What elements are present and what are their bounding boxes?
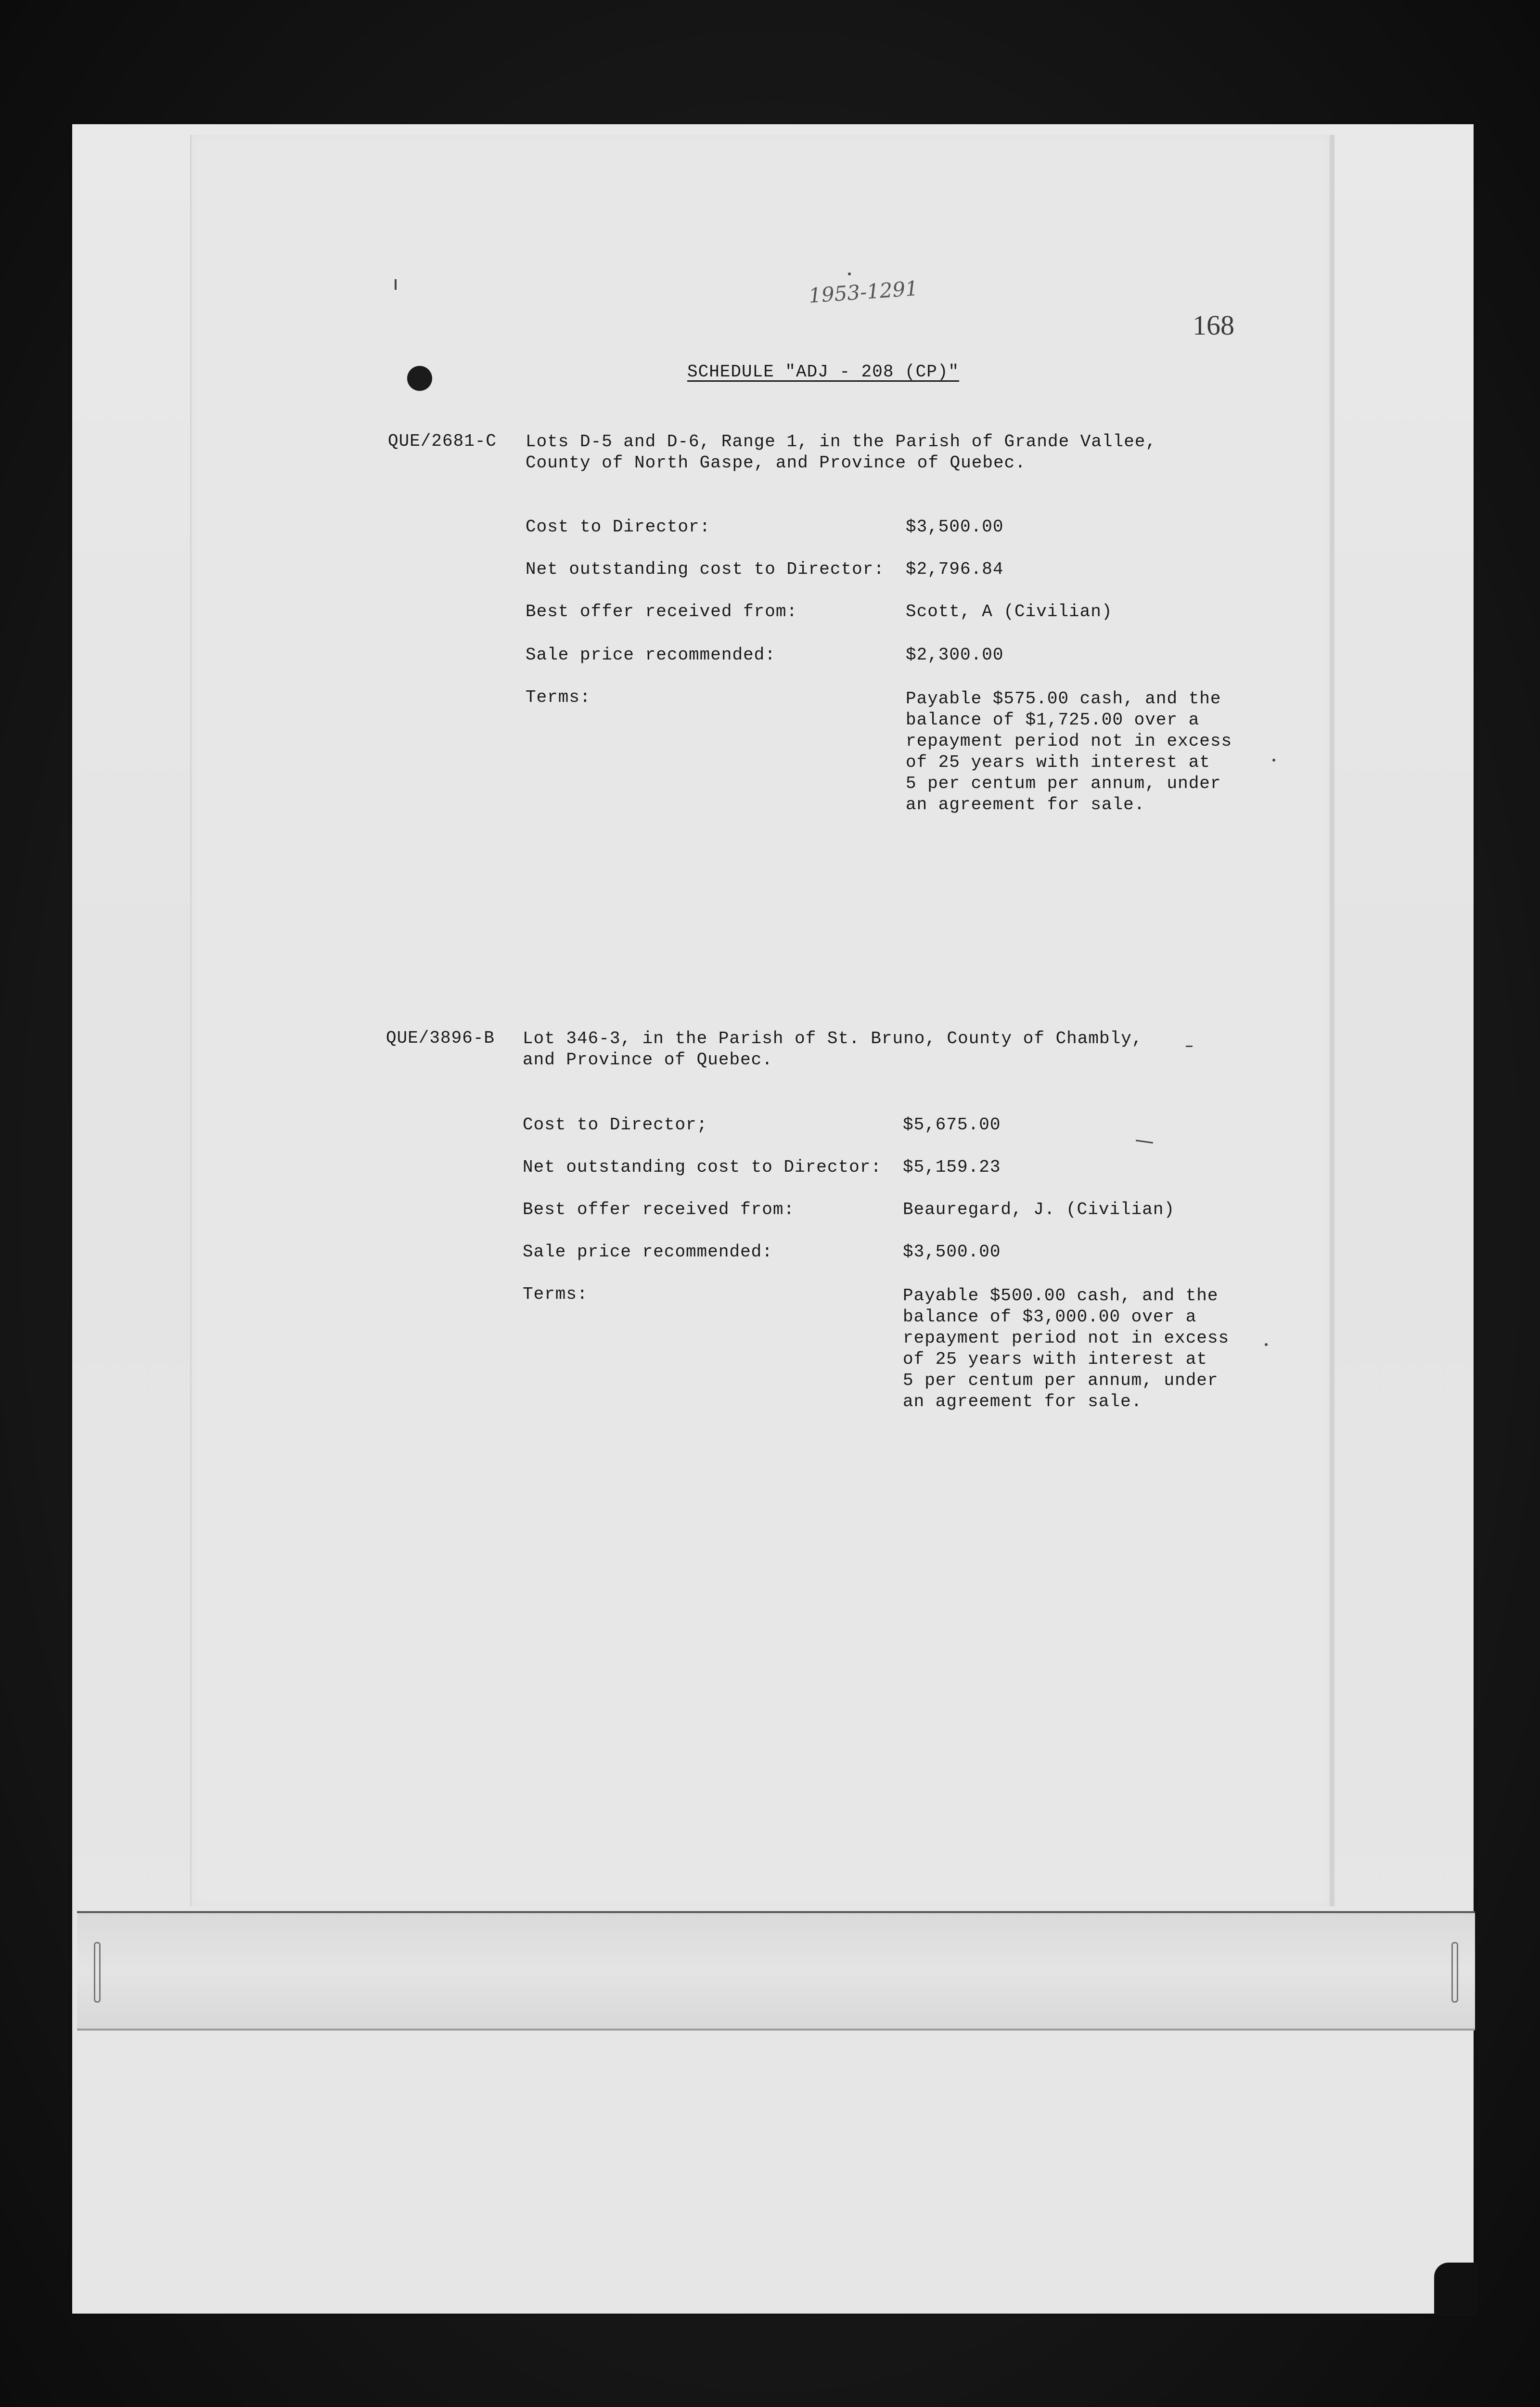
field-label-terms: Terms: xyxy=(523,1284,588,1304)
speck-mark xyxy=(1186,1046,1193,1047)
field-value-net-cost: $2,796.84 xyxy=(906,559,1004,579)
fold-mark xyxy=(1451,1942,1458,2003)
field-value-sale-price: $2,300.00 xyxy=(906,645,1004,665)
fold-mark xyxy=(94,1942,101,2003)
page-number: 168 xyxy=(1193,310,1234,341)
field-value-cost: $3,500.00 xyxy=(906,517,1004,537)
speck-mark xyxy=(395,279,397,290)
field-value-net-cost: $5,159.23 xyxy=(903,1157,1001,1177)
folded-paper-strip xyxy=(77,1911,1475,2031)
field-value-cost: $5,675.00 xyxy=(903,1115,1001,1135)
field-label-sale-price: Sale price recommended: xyxy=(523,1242,773,1262)
field-value-best-offer: Scott, A (Civilian) xyxy=(906,602,1113,621)
speck-mark xyxy=(1272,759,1275,762)
schedule-title: SCHEDULE "ADJ - 208 (CP)" xyxy=(687,362,960,382)
field-label-best-offer: Best offer received from: xyxy=(523,1200,795,1219)
field-value-sale-price: $3,500.00 xyxy=(903,1242,1001,1262)
punch-hole xyxy=(407,366,432,391)
field-label-cost: Cost to Director: xyxy=(526,517,711,537)
entry-ref: QUE/2681-C xyxy=(388,431,497,451)
field-label-sale-price: Sale price recommended: xyxy=(526,645,776,665)
terms-text: Payable $575.00 cash, and the balance of $1,725.00 over a repayment period not in excess of 25 years with interest at 5 per centum per annum, under an agreement for sale. xyxy=(906,689,1232,815)
inner-document-page xyxy=(190,135,1335,1906)
field-label-terms: Terms: xyxy=(526,687,591,707)
field-label-cost: Cost to Director; xyxy=(523,1115,708,1135)
handwritten-file-number: 1953-1291 xyxy=(808,276,919,308)
field-value-best-offer: Beauregard, J. (Civilian) xyxy=(903,1200,1175,1219)
entry-description: Lot 346-3, in the Parish of St. Bruno, County of Chambly, and Province of Quebec. xyxy=(523,1029,1143,1070)
field-label-net-cost: Net outstanding cost to Director: xyxy=(526,559,885,579)
terms-text: Payable $500.00 cash, and the balance of $3,000.00 over a repayment period not in excess of 25 years with interest at 5 per centum per annum, under an agreement for sale. xyxy=(903,1286,1230,1411)
speck-mark xyxy=(848,272,851,275)
entry-description: Lots D-5 and D-6, Range 1, in the Parish of Grande Vallee, County of North Gaspe, and Province of Quebec. xyxy=(526,432,1157,473)
field-label-best-offer: Best offer received from: xyxy=(526,602,798,621)
speck-mark xyxy=(1265,1343,1268,1346)
torn-corner xyxy=(1434,2263,1477,2316)
entry-ref: QUE/3896-B xyxy=(386,1028,495,1048)
field-label-net-cost: Net outstanding cost to Director: xyxy=(523,1157,882,1177)
